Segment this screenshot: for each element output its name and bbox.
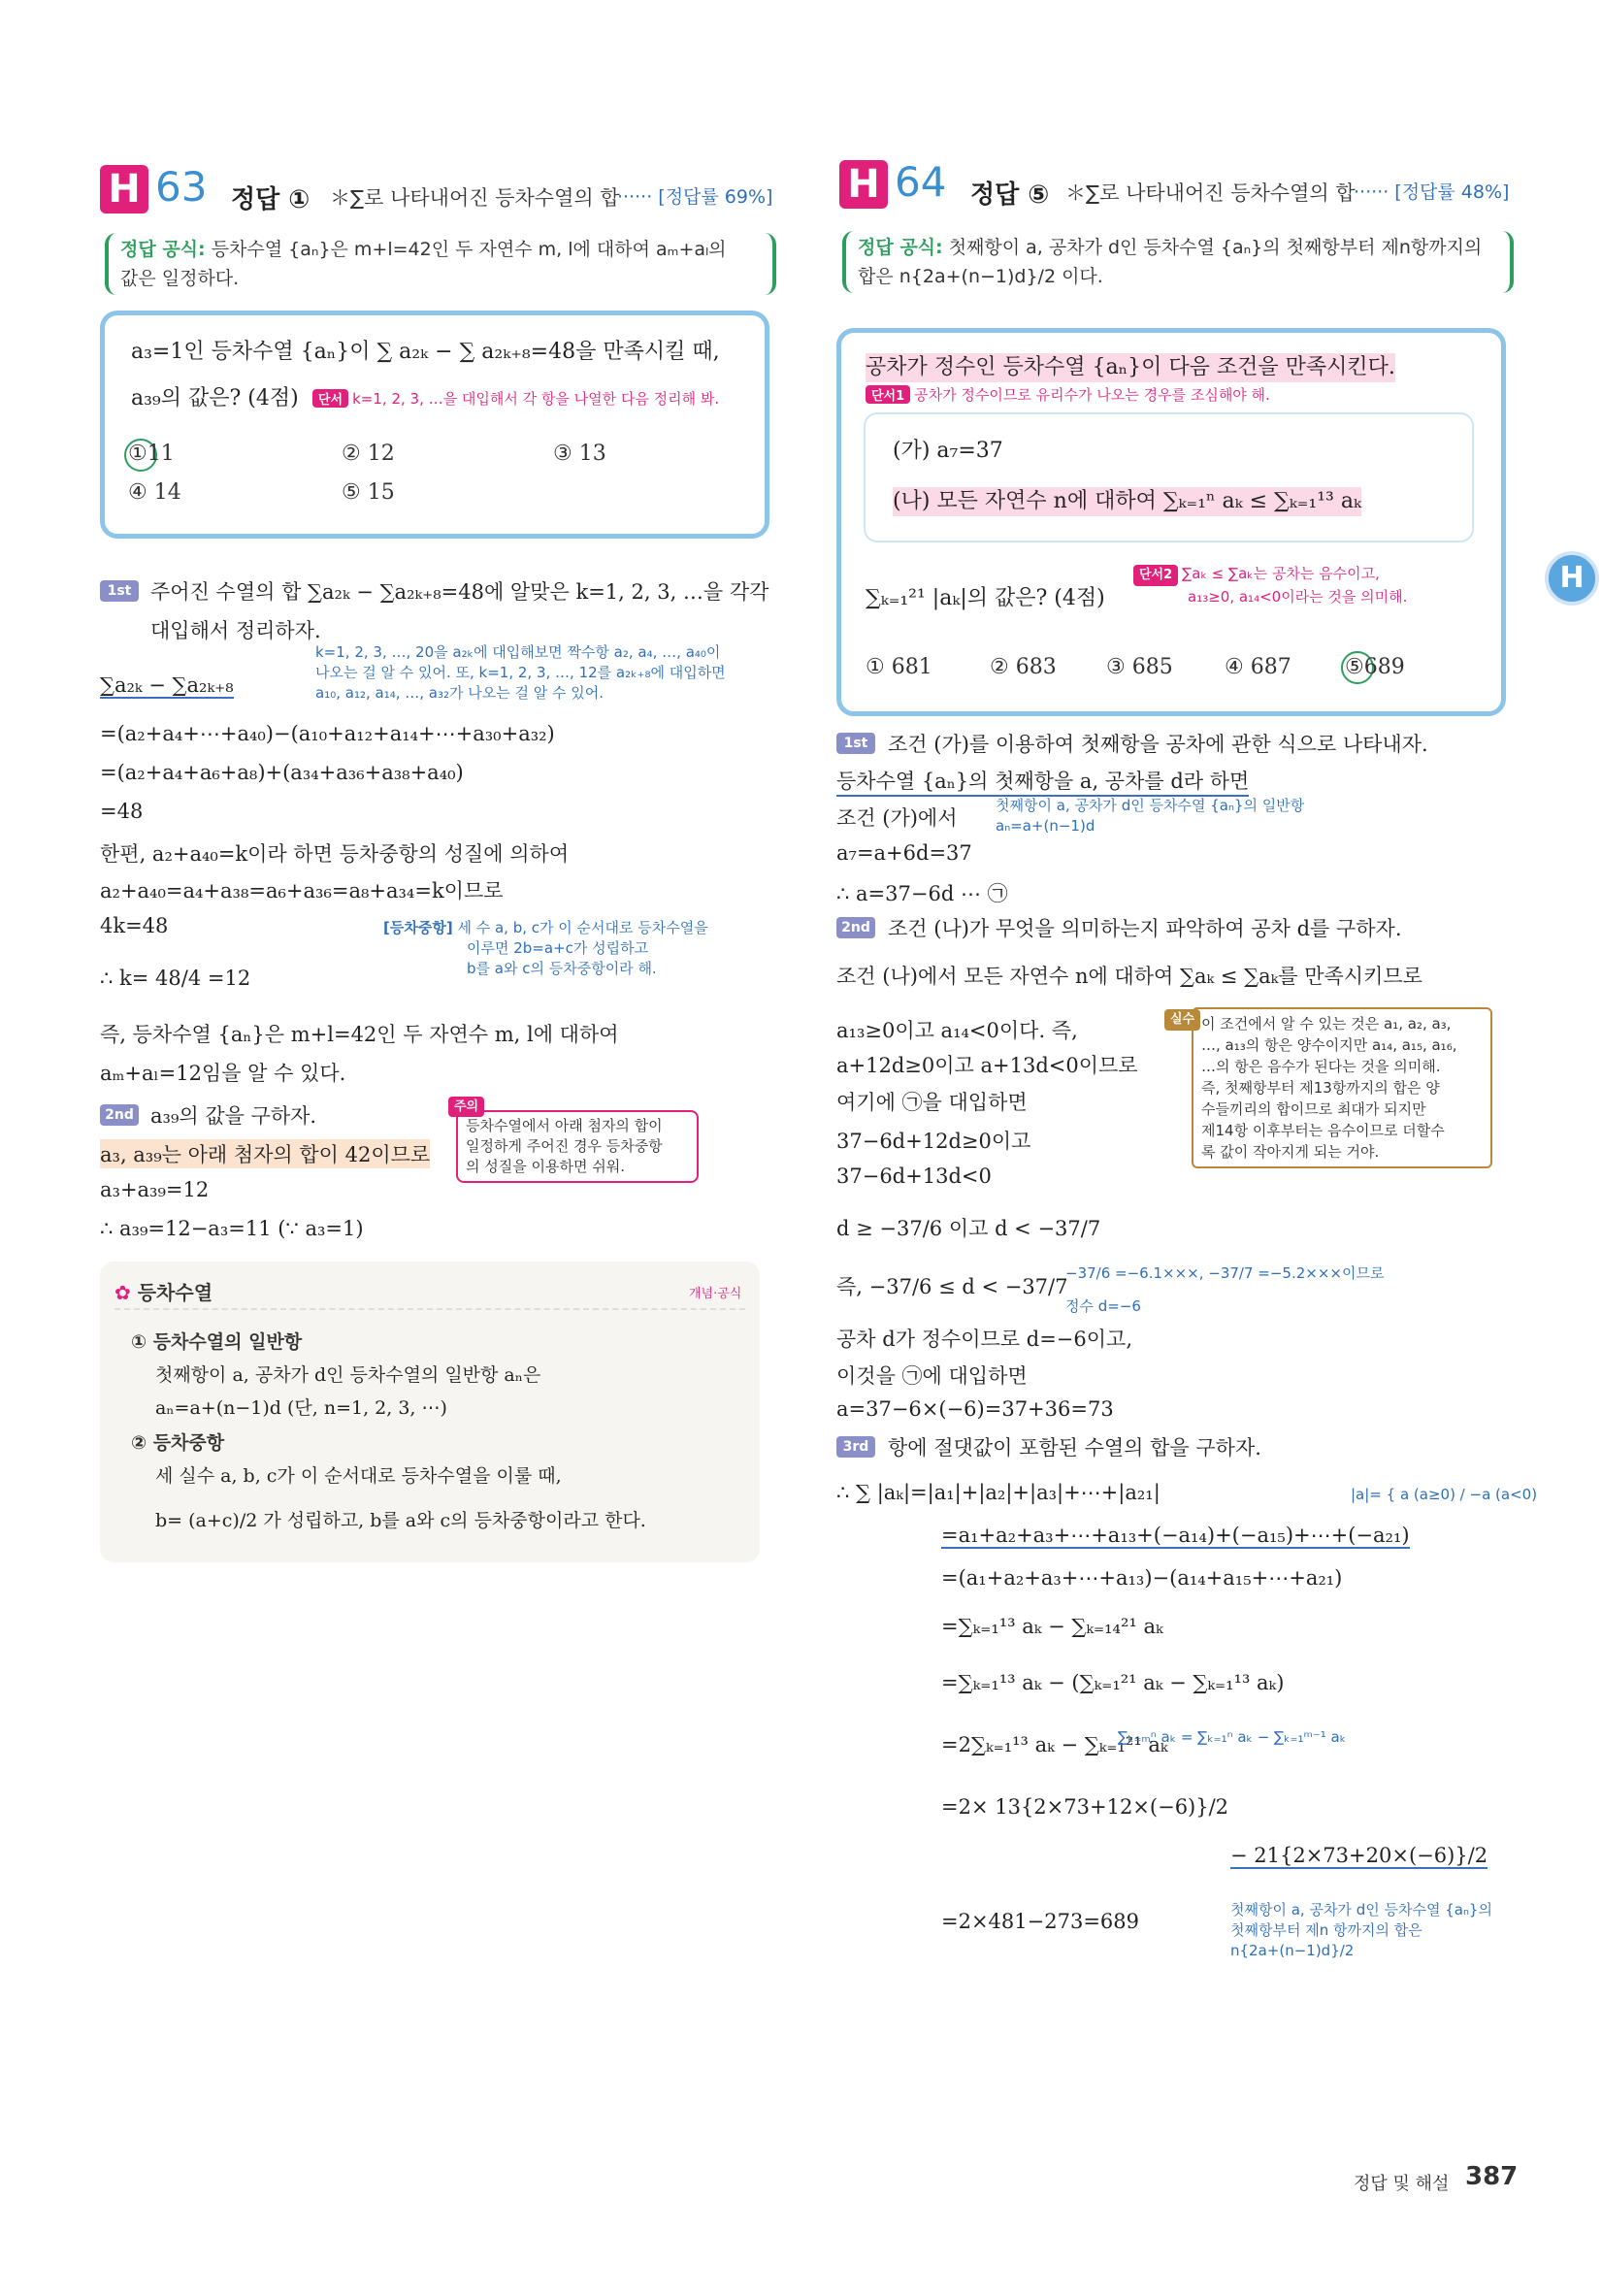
choice-5[interactable]: ⑤ 15 xyxy=(342,480,395,505)
note2-l3: b를 a와 c의 등차중항이라 해. xyxy=(467,960,657,977)
r-line-2: 조건 (가)에서 xyxy=(836,806,958,830)
end-note-l1: 첫째항이 a, 공차가 d인 등차수열 {aₙ}의 xyxy=(1230,1901,1492,1919)
s-line-3: =(a₁+a₂+a₃+⋯+a₁₃)−(a₁₄+a₁₅+⋯+a₂₁) xyxy=(941,1566,1343,1590)
r-line-6: a₁₃≥0이고 a₁₄<0이다. 즉, xyxy=(836,1019,1078,1042)
mistake-l2: …, a₁₃의 항은 양수이지만 a₁₄, a₁₅, a₁₆, xyxy=(1201,1036,1457,1054)
concept-2-line2: b= (a+c)/2 가 성립하고, b를 a와 c의 등차중항이라고 한다. xyxy=(155,1510,646,1531)
mistake-tag: 실수 xyxy=(1164,1009,1200,1031)
mistake-l5: 수들끼리의 합이므로 최대가 되지만 xyxy=(1201,1100,1426,1118)
hint2-right xyxy=(1133,563,1407,607)
step-1st-tag: 1st xyxy=(100,580,139,602)
warn-l1: 등차수열에서 아래 첨자의 합이 xyxy=(466,1117,663,1134)
concept-1-line1: 첫째항이 a, 공차가 d인 등차수열의 일반항 aₙ은 xyxy=(155,1364,541,1386)
eq-line-12: ∴ a₃₉=12−a₃=11 (∵ a₃=1) xyxy=(100,1217,364,1240)
step2-text: a₃₉의 값을 구하자. xyxy=(150,1104,317,1128)
choice-right-2[interactable]: ② 683 xyxy=(990,655,1057,679)
r-note1-l1: 첫째항이 a, 공차가 d인 등차수열 {aₙ}의 일반항 xyxy=(996,797,1305,814)
r-line-8: 여기에 ㉠을 대입하면 xyxy=(836,1091,1028,1114)
hint1-tag: 단서1 xyxy=(866,385,910,404)
note-sum-split: ∑ₖ₌ₘⁿ aₖ = ∑ₖ₌₁ⁿ aₖ − ∑ₖ₌₁ᵐ⁻¹ aₖ xyxy=(1118,1728,1347,1746)
end-note-l3: n{2a+(n−1)d}/2 xyxy=(1230,1942,1355,1959)
concept-1-line2: aₙ=a+(n−1)d (단, n=1, 2, 3, ⋯) xyxy=(155,1397,447,1419)
question-right-text-1: 공차가 정수인 등차수열 {aₙ}이 다음 조건을 만족시킨다. xyxy=(866,353,1395,382)
s-line-5: =∑ₖ₌₁¹³ aₖ − (∑ₖ₌₁²¹ aₖ − ∑ₖ₌₁¹³ aₖ) xyxy=(941,1671,1285,1694)
formula-right-line2: 합은 n{2a+(n−1)d}/2 이다. xyxy=(858,266,1103,287)
mistake-note xyxy=(1170,1007,1492,1168)
mistake-l6: 제14항 이후부터는 음수이므로 더할수 xyxy=(1201,1122,1445,1139)
formula-box-right xyxy=(842,231,1514,293)
accuracy-rate-right: ······ [정답률 48%] xyxy=(1354,181,1510,203)
s-line-7: =2× 13{2×73+12×(−6)}/2 xyxy=(941,1795,1229,1819)
hint2-l1: ∑aₖ ≤ ∑aₖ는 공차는 음수이고, xyxy=(1182,565,1380,582)
hint2-l2: a₁₃≥0, a₁₄<0이라는 것을 의미해. xyxy=(1188,588,1408,606)
end-note-l2: 첫째항부터 제n 항까지의 합은 xyxy=(1230,1921,1422,1939)
hint2-tag: 단서2 xyxy=(1133,565,1178,586)
note2-l1: 세 수 a, b, c가 이 순서대로 등차수열을 xyxy=(457,919,708,936)
note2-title: [등차중항] xyxy=(383,919,453,936)
warning-note xyxy=(454,1099,699,1183)
formula-box xyxy=(105,233,776,295)
r-line-4: ∴ a=37−6d ⋯ ㉠ xyxy=(836,882,1008,905)
hint xyxy=(312,388,719,409)
r-line-10: 37−6d+13d<0 xyxy=(836,1164,992,1188)
r-line-11: d ≥ −37/6 이고 d < −37/7 xyxy=(836,1217,1101,1240)
formula-label-right: 정답 공식: xyxy=(858,237,943,258)
problem-badge: H xyxy=(100,165,148,213)
step3-right-text: 항에 절댓값이 포함된 수열의 합을 구하자. xyxy=(888,1436,1261,1460)
hint1-right xyxy=(866,384,1270,405)
warning-tag: 주의 xyxy=(448,1097,484,1117)
step-3rd-tag-right: 3rd xyxy=(836,1436,875,1458)
mistake-l3: …의 항은 음수가 된다는 것을 의미해. xyxy=(1201,1058,1441,1075)
choice-3[interactable]: ③ 13 xyxy=(553,442,606,466)
r-note1-l2: aₙ=a+(n−1)d xyxy=(996,817,1095,835)
condition-na: (나) 모든 자연수 n에 대하여 ∑ₖ₌₁ⁿ aₖ ≤ ∑ₖ₌₁¹³ aₖ xyxy=(893,487,1361,516)
concept-2-title: ② 등차중항 xyxy=(131,1432,225,1454)
problem-number: 63 xyxy=(155,163,208,211)
topic-label-right: ＊∑로 나타내어진 등차수열의 합 xyxy=(1065,181,1356,205)
s-line-2: =a₁+a₂+a₃+⋯+a₁₃+(−a₁₄)+(−a₁₅)+⋯+(−a₂₁) xyxy=(941,1524,1410,1547)
topic-label: ＊∑로 나타내어진 등차수열의 합 xyxy=(330,186,620,210)
r-line-3: a₇=a+6d=37 xyxy=(836,841,972,865)
mistake-l1: 이 조건에서 알 수 있는 것은 a₁, a₂, a₃, xyxy=(1201,1015,1452,1033)
eq-line-11: a₃+a₃₉=12 xyxy=(100,1178,210,1201)
step1-right-text: 조건 (가)를 이용하여 첫째항을 공차에 관한 식으로 나타내자. xyxy=(888,733,1428,756)
choice-right-5[interactable]: ⑤689 xyxy=(1345,655,1405,679)
concept-1-title: ① 등차수열의 일반항 xyxy=(131,1331,303,1353)
eq-line-10: a₃, a₃₉는 아래 첨자의 합이 42이므로 xyxy=(100,1139,430,1168)
r-line-14: 이것을 ㉠에 대입하면 xyxy=(836,1364,1028,1388)
r-line-15: a=37−6×(−6)=37+36=73 xyxy=(836,1397,1114,1421)
note-sum-formula xyxy=(1230,1900,1492,1961)
warn-l2: 일정하게 주어진 경우 등차중항 xyxy=(466,1137,663,1155)
hint-text: k=1, 2, 3, …을 대입해서 각 항을 나열한 다음 정리해 봐. xyxy=(352,390,720,408)
problem-number-right: 64 xyxy=(895,158,947,206)
formula-line2: 값은 일정하다. xyxy=(120,268,240,289)
concept-title xyxy=(114,1277,213,1305)
note-midterm xyxy=(383,918,708,979)
flower-icon: ✿ xyxy=(114,1281,131,1304)
problem-badge-right: H xyxy=(839,160,888,209)
r-line-13: 공차 d가 정수이므로 d=−6이고, xyxy=(836,1328,1132,1351)
note-absolute-value: |a|= { a (a≥0) / −a (a<0) xyxy=(1351,1486,1538,1503)
step1-line2: 대입해서 정리하자. xyxy=(150,619,321,642)
s-line-4: =∑ₖ₌₁¹³ aₖ − ∑ₖ₌₁₄²¹ aₖ xyxy=(941,1615,1163,1638)
choice-right-1[interactable]: ① 681 xyxy=(866,655,932,679)
step-2nd-tag: 2nd xyxy=(100,1104,139,1126)
eq-line-6: 4k=48 xyxy=(100,914,169,937)
eq-line-2: =(a₂+a₄+a₆+a₈)+(a₃₄+a₃₆+a₃₈+a₄₀) xyxy=(100,761,464,784)
note1-l2: 나오는 걸 알 수 있어. 또, k=1, 2, 3, …, 12를 a₂ₖ₊₈에 대입하면 xyxy=(315,664,726,681)
step1-line1: 주어진 수열의 합 ∑a₂ₖ − ∑a₂ₖ₊₈=48에 알맞은 k=1, 2, 3, …을 각각 xyxy=(150,580,769,604)
warn-l3: 의 성질을 이용하면 쉬워. xyxy=(466,1158,625,1175)
formula-right-line1: 첫째항이 a, 공차가 d인 등차수열 {aₙ}의 첫째항부터 제n항까지의 xyxy=(948,237,1483,258)
eq-line-5: a₂+a₄₀=a₄+a₃₈=a₆+a₃₆=a₈+a₃₄=k이므로 xyxy=(100,879,504,902)
note-range: −37/6 =−6.1×××, −37/7 =−5.2×××이므로 xyxy=(1065,1264,1385,1282)
eq-line-7: ∴ k= 48/4 =12 xyxy=(100,967,251,990)
formula-line1: 등차수열 {aₙ}은 m+l=42인 두 자연수 m, l에 대하여 aₘ+aₗ의 xyxy=(211,239,727,260)
eq-line-1: =(a₂+a₄+⋯+a₄₀)−(a₁₀+a₁₂+a₁₄+⋯+a₃₀+a₃₂) xyxy=(100,722,555,745)
choice-1[interactable]: ①11 xyxy=(128,442,175,466)
concept-divider xyxy=(114,1308,745,1310)
s-line-6: =2∑ₖ₌₁¹³ aₖ − ∑ₖ₌₁²¹ aₖ xyxy=(941,1733,1168,1756)
choice-right-4[interactable]: ④ 687 xyxy=(1225,655,1291,679)
page-number: 387 xyxy=(1465,2162,1519,2191)
eq-line-4: 한편, a₂+a₄₀=k이라 하면 등차중항의 성질에 의하여 xyxy=(100,842,570,866)
note-general-term xyxy=(996,796,1304,836)
s-line-1: ∴ ∑ |aₖ|=|a₁|+|a₂|+|a₃|+⋯+|a₂₁| xyxy=(836,1481,1161,1504)
concept-title-text: 등차수열 xyxy=(137,1281,213,1304)
footer-label: 정답 및 해설 xyxy=(1354,2174,1450,2194)
hint1-text: 공차가 정수이므로 유리수가 나오는 경우를 조심해야 해. xyxy=(914,386,1270,404)
concept-2-line1: 세 실수 a, b, c가 이 순서대로 등차수열을 이룰 때, xyxy=(155,1465,562,1487)
mistake-l7: 록 값이 작아지게 되는 거야. xyxy=(1201,1143,1380,1161)
note-substitute xyxy=(315,642,726,704)
question-text-2: a₃₉의 값은? (4점) xyxy=(131,386,299,410)
s-line-8: − 21{2×73+20×(−6)}/2 xyxy=(1230,1844,1488,1867)
note-integer-d: 정수 d=−6 xyxy=(1065,1297,1141,1315)
choice-2[interactable]: ② 12 xyxy=(342,442,395,466)
answer-label-right: 정답 ⑤ xyxy=(970,180,1050,210)
r-line-5: 조건 (나)에서 모든 자연수 n에 대하여 ∑aₖ ≤ ∑aₖ를 만족시키므로 xyxy=(836,965,1422,988)
note1-l3: a₁₀, a₁₂, a₁₄, …, a₃₂가 나오는 걸 알 수 있어. xyxy=(315,684,605,702)
question-text-1: a₃=1인 등차수열 {aₙ}이 ∑ a₂ₖ − ∑ a₂ₖ₊₈=48을 만족시킬 때, xyxy=(131,340,720,364)
concept-tag: 개념·공식 xyxy=(689,1287,742,1301)
hint-tag: 단서 xyxy=(312,389,348,408)
accuracy-rate: ······ [정답률 69%] xyxy=(617,186,773,208)
s-line-9: =2×481−273=689 xyxy=(941,1910,1139,1933)
condition-ga: (가) a₇=37 xyxy=(893,439,1003,463)
r-line-7: a+12d≥0이고 a+13d<0이므로 xyxy=(836,1054,1138,1077)
step-1st-tag-right: 1st xyxy=(836,733,875,754)
question-right-text-2: ∑ₖ₌₁²¹ |aₖ|의 값은? (4점) xyxy=(866,586,1105,610)
eq-line-9: aₘ+aₗ=12임을 알 수 있다. xyxy=(100,1062,346,1085)
mistake-l4: 즉, 첫째항부터 제13항까지의 합은 양 xyxy=(1201,1079,1440,1097)
eq-line-3: =48 xyxy=(100,800,144,823)
note2-l2: 이루면 2b=a+c가 성립하고 xyxy=(467,939,649,957)
r-line-9: 37−6d+12d≥0이고 xyxy=(836,1130,1031,1153)
choice-4[interactable]: ④ 14 xyxy=(128,480,181,505)
condition-box xyxy=(864,412,1474,542)
step2-right-text: 조건 (나)가 무엇을 의미하는지 파악하여 공차 d를 구하자. xyxy=(888,917,1402,940)
r-line-1: 등차수열 {aₙ}의 첫째항을 a, 공차를 d라 하면 xyxy=(836,766,1249,797)
r-line-12: 즉, −37/6 ≤ d < −37/7 xyxy=(836,1275,1068,1298)
answer-label: 정답 ① xyxy=(231,185,311,214)
eq-line-8: 즉, 등차수열 {aₙ}은 m+l=42인 두 자연수 m, l에 대하여 xyxy=(100,1023,619,1046)
chapter-tab: H xyxy=(1545,551,1599,606)
formula-label: 정답 공식: xyxy=(120,239,206,260)
sum-expression: ∑a₂ₖ − ∑a₂ₖ₊₈ xyxy=(100,673,234,697)
step-2nd-tag-right: 2nd xyxy=(836,917,875,938)
note1-l1: k=1, 2, 3, …, 20을 a₂ₖ에 대입해보면 짝수항 a₂, a₄, …, a₄₀이 xyxy=(315,643,721,661)
choice-right-3[interactable]: ③ 685 xyxy=(1106,655,1173,679)
